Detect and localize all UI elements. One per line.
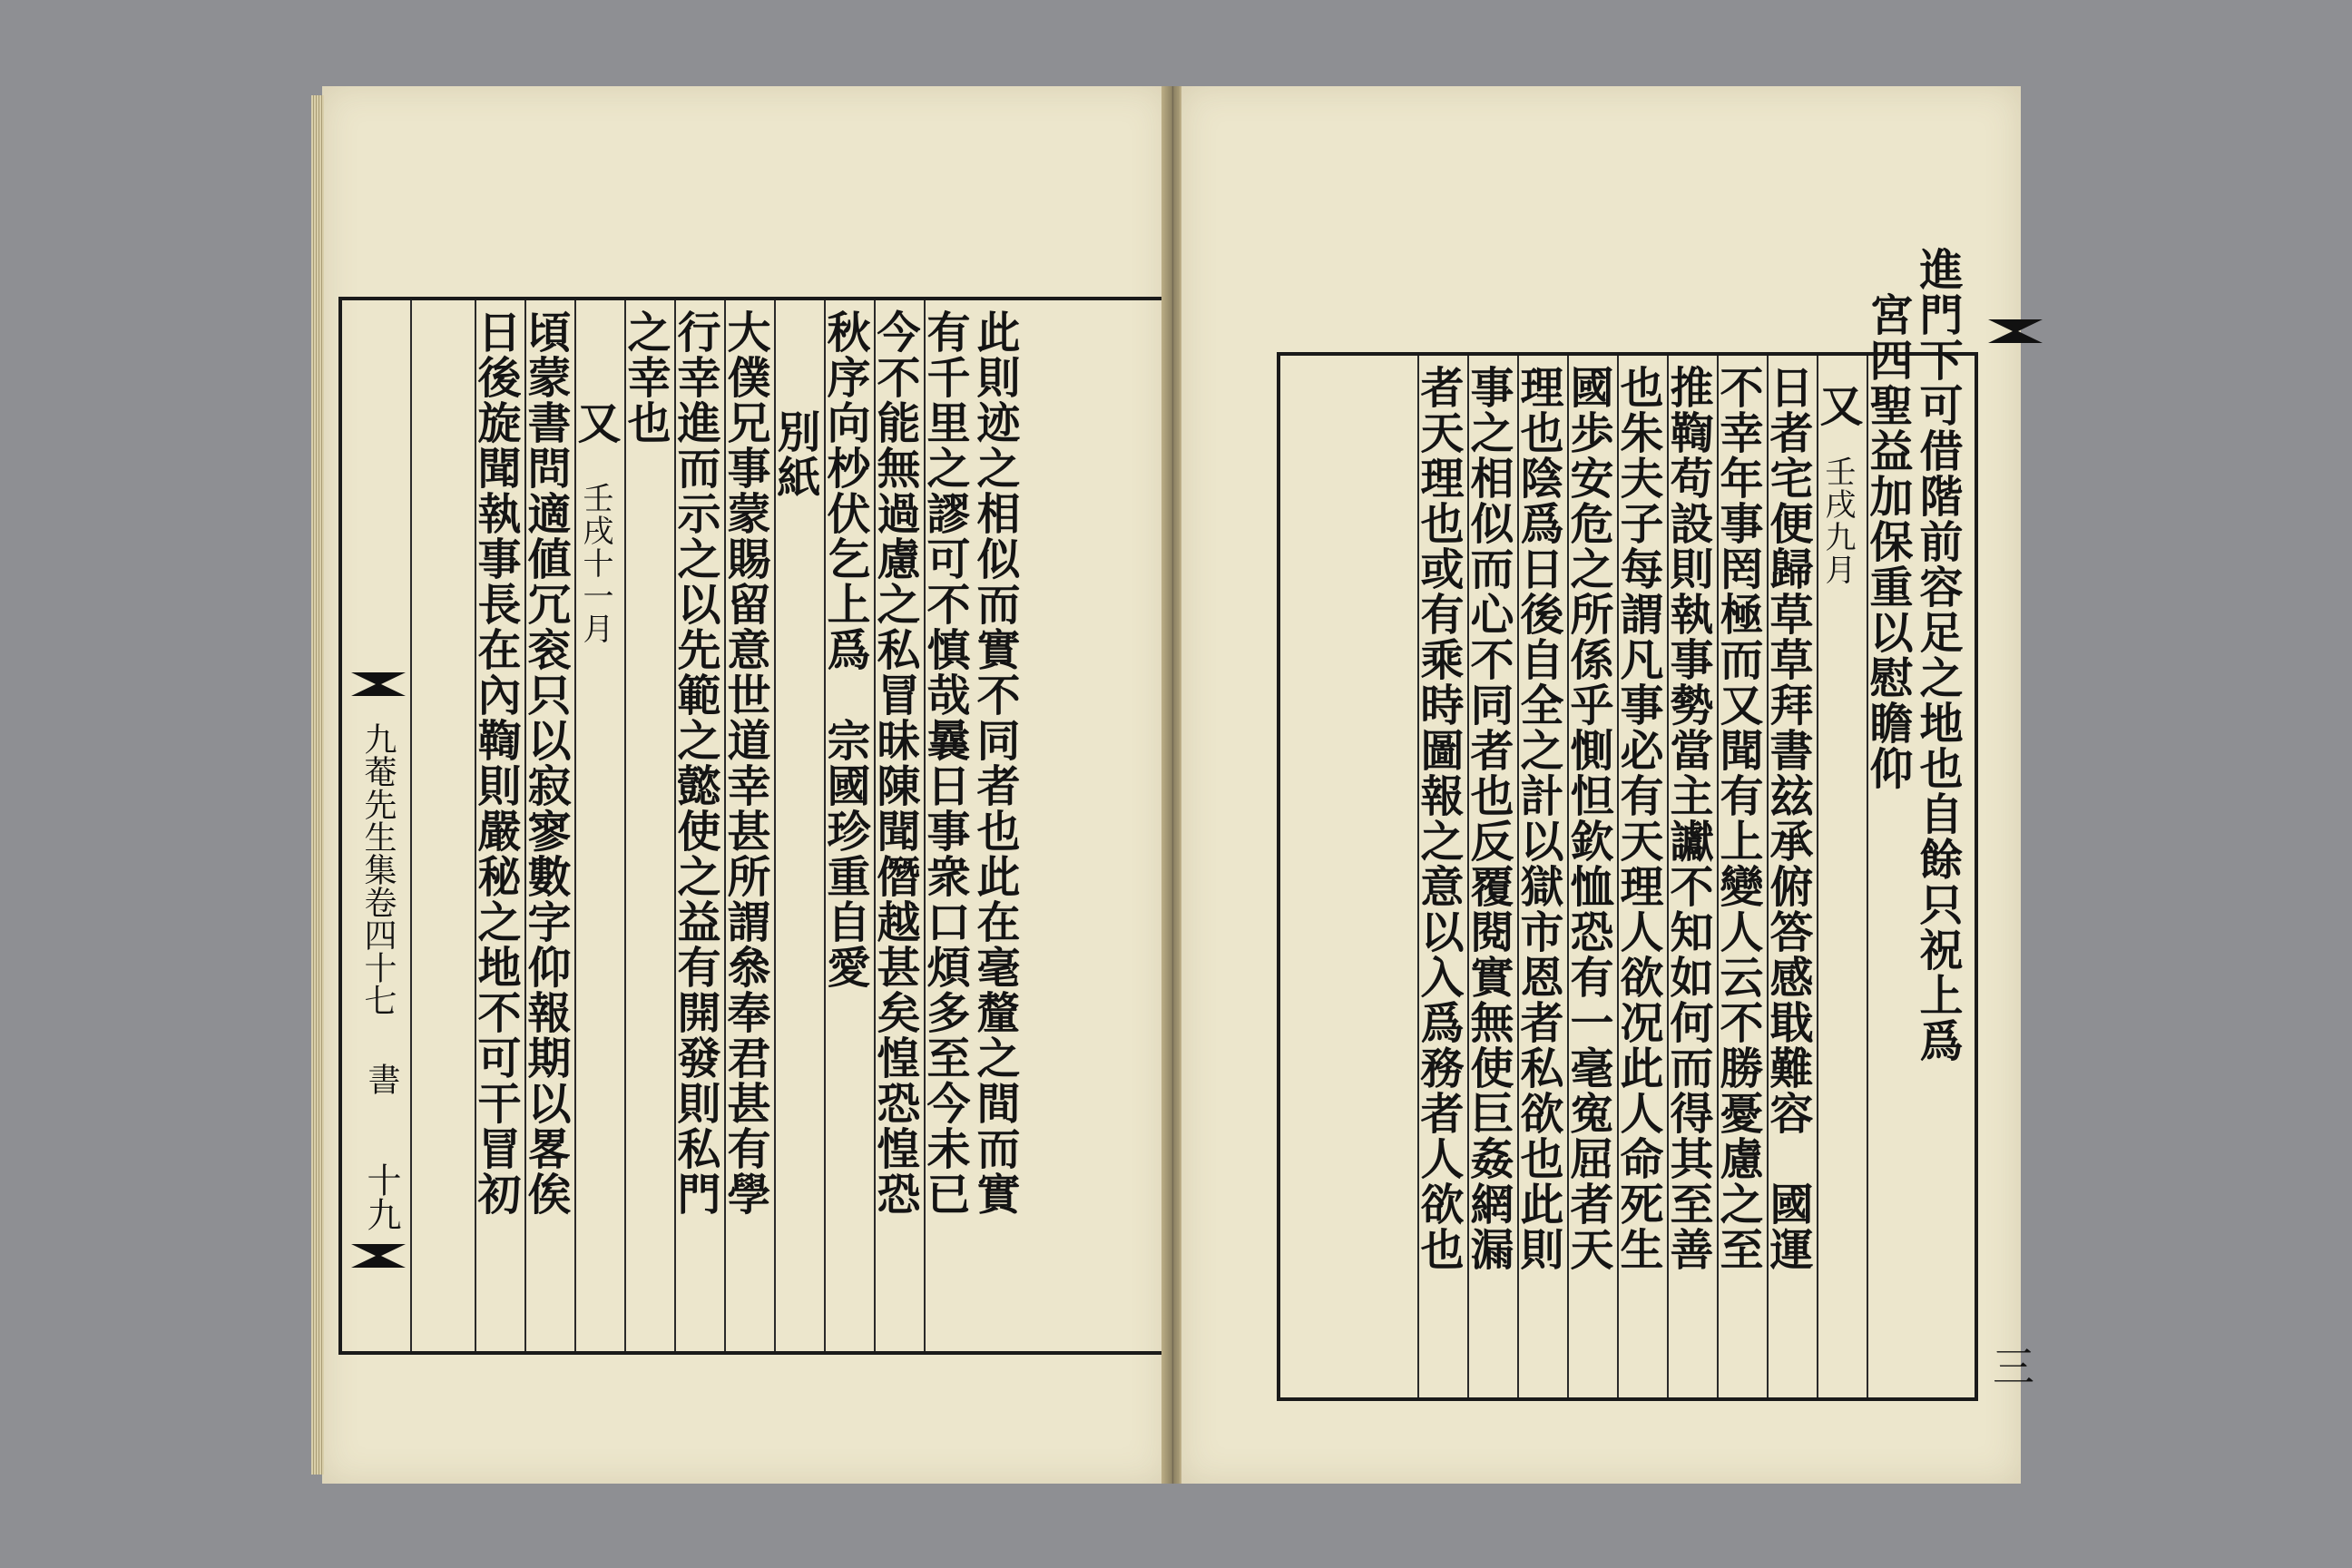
date-note: 壬戌九月 — [1819, 456, 1856, 586]
text-column: 理也陰爲日後自全之計以獄市恩者私欲也此則 — [1513, 365, 1563, 1272]
text-column: 國歩安危之所係乎惻怛欽恤恐有一毫寃屈者天 — [1563, 365, 1613, 1272]
right-text-frame — [1277, 247, 2035, 1401]
text-column: 也朱夫子每謂凡事必有天理人欲况此人命死生 — [1612, 365, 1663, 1272]
text-column: 事之相似而心不同者也反覆閱實無使巨姦網漏 — [1463, 365, 1514, 1272]
right-page — [1180, 86, 2035, 1484]
text-column: 者天理也或有乘時圖報之意以入爲務者人欲也 — [1413, 365, 1464, 1272]
text-column: 又 — [1812, 383, 1863, 428]
text-column: 大僕兄事蒙賜留意世道幸甚所謂叅奉君甚有學 — [720, 309, 770, 1217]
text-column: 此則迹之相似而實不同者也此在毫釐之間而實 — [969, 309, 1020, 1217]
page-edges — [311, 95, 324, 1475]
text-column: 秋序向杪伏乞上爲 宗國珍重自愛 — [819, 309, 870, 990]
left-page — [322, 86, 1168, 1484]
margin-page-number: 十九 — [361, 1162, 401, 1231]
text-column: 行幸進而示之以先範之懿使之益有開發則私門 — [670, 309, 720, 1217]
text-column: 頃蒙書問適値冗衮只以寂寥數字仰報期以畧俟 — [520, 309, 571, 1217]
text-column: 日後旋聞執事長在內鞫則嚴秘之地不可干冒初 — [470, 309, 521, 1217]
fold-mark-bottom-icon — [351, 1244, 406, 1268]
text-column: 今不能無過慮之私冒昧陳聞僭越甚矣惶恐惶恐 — [869, 309, 920, 1217]
text-column: 不幸年事罔極而又聞有上變人云不勝憂慮之至 — [1712, 365, 1763, 1272]
open-book — [322, 86, 2035, 1484]
fold-mark-top-icon — [351, 672, 406, 696]
margin-section: 書 — [363, 1063, 400, 1095]
text-column: 宮四聖益加保重以慰瞻仰 — [1862, 292, 1913, 791]
text-column: 推鞫苟設則執事勢當主讞不知如何而得其至善 — [1662, 365, 1713, 1272]
text-column: 之幸也 — [620, 309, 671, 446]
date-note: 壬戌十一月 — [577, 482, 613, 645]
margin-book-title: 九菴先生集卷四十七 — [359, 722, 397, 1016]
fold-mark-top-icon — [1988, 319, 2043, 343]
right-margin-page-number: 三 — [1986, 1345, 2035, 1387]
text-column: 進門下可借階前容足之地也自餘只祝上爲 — [1912, 247, 1963, 1063]
margin-rule — [410, 300, 412, 1351]
text-column: 日者宅便歸草草拜書玆承俯答感戢難容 國運 — [1762, 365, 1813, 1272]
text-column: 別紙 — [769, 409, 820, 500]
text-column: 有千里之謬可不慎哉曩日事衆口煩多至今未已 — [919, 309, 970, 1217]
text-column: 又 — [570, 400, 621, 446]
